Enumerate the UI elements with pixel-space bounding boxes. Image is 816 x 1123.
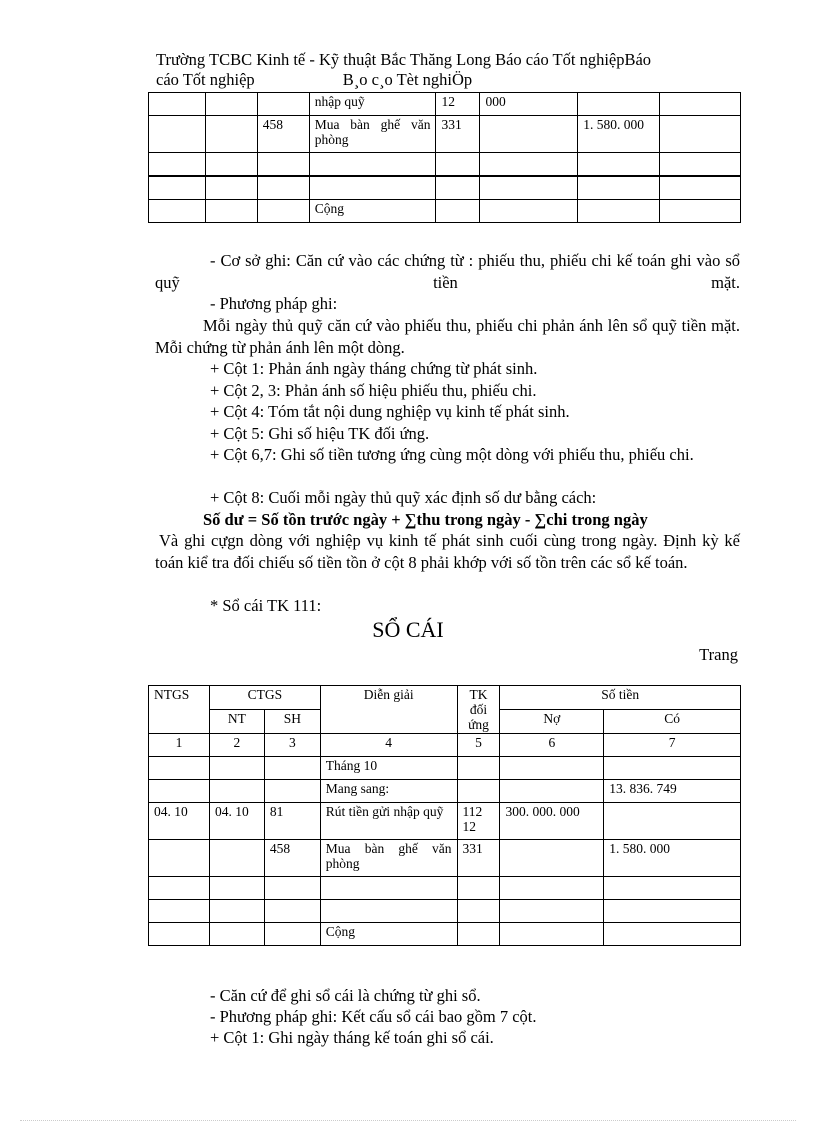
cash-book-table	[148, 92, 741, 223]
table-row	[149, 900, 741, 923]
table-cell	[209, 877, 264, 900]
column-number: 7	[604, 734, 741, 757]
paragraph-can-cu: - Căn cứ để ghi sổ cái là chứng từ ghi sổ.	[210, 986, 481, 1005]
table-cell	[205, 153, 257, 177]
table-cell: Cộng	[309, 200, 436, 223]
header-tk-doi-ung: TK đối ứng	[457, 686, 500, 734]
table-cell: 458	[264, 840, 320, 877]
header-nt: NT	[209, 710, 264, 734]
header-no: Nợ	[500, 710, 604, 734]
table-row	[149, 153, 741, 177]
page-header	[156, 50, 746, 90]
table-cell: 458	[257, 116, 309, 153]
header-line-2	[156, 70, 746, 90]
table-cell	[149, 757, 210, 780]
header-line-1: Trường TCBC Kinh tế - Kỹ thuật Bắc Thăng Long Báo cáo Tốt nghiệpBáo	[156, 50, 652, 69]
so-cai-title: SỔ CÁI	[372, 617, 444, 642]
table-row	[149, 93, 741, 116]
table-cell	[480, 176, 578, 200]
column-number: 1	[149, 734, 210, 757]
paragraph-cot-5: + Cột 5: Ghi số hiệu TK đối ứng.	[210, 424, 430, 443]
table-cell	[149, 923, 210, 946]
table-cell: 04. 10	[209, 803, 264, 840]
paragraph-co-so-ghi: - Cơ sở ghi: Căn cứ vào các chứng từ : phiếu thu, phiếu chi kế toán ghi vào sổ quỹ tiền mặt.	[155, 251, 740, 292]
table-row	[149, 757, 741, 780]
table-cell	[500, 877, 604, 900]
table-cell	[480, 153, 578, 177]
table-cell	[436, 200, 480, 223]
table-cell	[436, 176, 480, 200]
table-row	[149, 780, 741, 803]
table-cell	[457, 900, 500, 923]
table-cell	[320, 900, 457, 923]
table-cell	[209, 757, 264, 780]
table-cell	[604, 757, 741, 780]
table-row	[149, 877, 741, 900]
table-cell	[205, 93, 257, 116]
table-cell	[209, 900, 264, 923]
table-cell	[309, 176, 436, 200]
column-number: 6	[500, 734, 604, 757]
paragraph-cot-2-3: + Cột 2, 3: Phản ánh số hiệu phiếu thu, phiếu chi.	[210, 381, 537, 400]
table-cell	[205, 116, 257, 153]
header-dien-giai: Diễn giải	[320, 686, 457, 734]
table-cell	[604, 923, 741, 946]
paragraph-moi-ngay: Mỗi ngày thủ quỹ căn cứ vào phiếu thu, phiếu chi phản ánh lên sổ quỹ tiền mặt. Mỗi chứng từ phản ánh lên một dòng.	[155, 316, 740, 357]
table-cell	[149, 200, 206, 223]
table-cell: 1. 580. 000	[604, 840, 741, 877]
table-cell	[149, 780, 210, 803]
paragraph-so-cai-tk: * Sổ cái TK 111:	[210, 596, 322, 615]
table-cell: Mua bàn ghế văn phòng	[309, 116, 436, 153]
table-cell	[578, 153, 660, 177]
table-cell: 331	[457, 840, 500, 877]
table-cell	[480, 116, 578, 153]
table-cell: 13. 836. 749	[604, 780, 741, 803]
table-cell	[457, 780, 500, 803]
table-cell: Mua bàn ghế văn phòng	[320, 840, 457, 877]
table-cell	[149, 116, 206, 153]
table-cell: Mang sang:	[320, 780, 457, 803]
table-cell	[500, 780, 604, 803]
table-cell	[457, 923, 500, 946]
header-line-2-right: B¸o c¸o Tèt nghiÖp	[342, 70, 473, 89]
table-cell: 81	[264, 803, 320, 840]
table-cell	[604, 900, 741, 923]
table-cell: 12	[436, 93, 480, 116]
table-cell	[209, 840, 264, 877]
table-cell	[604, 803, 741, 840]
table-cell: 300. 000. 000	[500, 803, 604, 840]
paragraph-cot-1-so-cai: + Cột 1: Ghi ngày tháng kế toán ghi sổ cái.	[210, 1028, 494, 1047]
table-cell	[578, 200, 660, 223]
table-cell	[264, 877, 320, 900]
table-row	[149, 116, 741, 153]
table-cell	[436, 153, 480, 177]
header-sh: SH	[264, 710, 320, 734]
table-cell	[257, 176, 309, 200]
table-cell	[149, 93, 206, 116]
table-cell	[500, 757, 604, 780]
paragraph-cot-6-7: + Cột 6,7: Ghi số tiền tương ứng cùng một dòng với phiếu thu, phiếu chi.	[210, 445, 694, 464]
table-cell	[149, 153, 206, 177]
table-row	[149, 923, 741, 946]
table-cell	[209, 780, 264, 803]
table-cell	[205, 176, 257, 200]
table-cell	[149, 877, 210, 900]
column-number: 2	[209, 734, 264, 757]
so-cai-table	[148, 685, 741, 946]
table-cell	[264, 780, 320, 803]
column-number-row	[149, 734, 741, 757]
table-cell	[309, 153, 436, 177]
header-so-tien: Số tiền	[500, 686, 741, 710]
column-number: 5	[457, 734, 500, 757]
column-number: 4	[320, 734, 457, 757]
page-label-trang: Trang	[699, 645, 738, 664]
header-ntgs: NTGS	[149, 686, 210, 734]
table-cell	[660, 153, 741, 177]
paragraph-phuong-phap-ghi: - Phương pháp ghi:	[210, 294, 338, 313]
table-cell	[578, 93, 660, 116]
table-cell: 1. 580. 000	[578, 116, 660, 153]
table-cell	[149, 840, 210, 877]
paragraph-va-ghi: Và ghi cựgn dòng với nghiệp vụ kinh tế phát sinh cuối cùng trong ngày. Định kỳ kế toán kiể tra đối chiếu số tiền tồn ở cột 8 phải khớp với số tồn trên các sổ kế toán.	[155, 531, 740, 572]
header-ctgs: CTGS	[209, 686, 320, 710]
table-cell	[457, 877, 500, 900]
table-cell	[500, 900, 604, 923]
table-cell	[604, 877, 741, 900]
table-header-row	[149, 686, 741, 710]
table-cell	[257, 153, 309, 177]
header-co: Có	[604, 710, 741, 734]
table-row	[149, 803, 741, 840]
table-cell: 331	[436, 116, 480, 153]
table-cell	[660, 93, 741, 116]
table-cell	[500, 923, 604, 946]
table-row	[149, 200, 741, 223]
table-cell	[660, 200, 741, 223]
table-cell	[660, 116, 741, 153]
paragraph-cot-1: + Cột 1: Phản ánh ngày tháng chứng từ phát sinh.	[210, 359, 538, 378]
table-cell	[264, 900, 320, 923]
table-cell	[320, 877, 457, 900]
table-cell	[578, 176, 660, 200]
page-bottom-rule	[20, 1120, 796, 1121]
table-cell: nhập quỹ	[309, 93, 436, 116]
paragraph-ket-cau: - Phương pháp ghi: Kết cấu sổ cái bao gồm 7 cột.	[210, 1007, 537, 1026]
header-line-2-left: cáo Tốt nghiệp	[156, 70, 255, 89]
table-cell: Tháng 10	[320, 757, 457, 780]
table-cell	[480, 200, 578, 223]
table-row	[149, 840, 741, 877]
table-cell	[457, 757, 500, 780]
table-cell	[660, 176, 741, 200]
table-cell: Cộng	[320, 923, 457, 946]
table-cell	[257, 200, 309, 223]
table-cell	[205, 200, 257, 223]
column-number: 3	[264, 734, 320, 757]
table-row	[149, 176, 741, 200]
table-cell: 04. 10	[149, 803, 210, 840]
table-cell	[209, 923, 264, 946]
table-cell	[500, 840, 604, 877]
table-cell	[264, 923, 320, 946]
paragraph-cot-4: + Cột 4: Tóm tắt nội dung nghiệp vụ kinh tế phát sinh.	[210, 402, 570, 421]
table-cell	[264, 757, 320, 780]
table-cell	[149, 176, 206, 200]
table-cell: 000	[480, 93, 578, 116]
table-cell: 112 12	[457, 803, 500, 840]
formula-so-du: Số dư = Số tồn trước ngày + ∑thu trong ngày - ∑chi trong ngày	[203, 510, 648, 529]
table-cell	[149, 900, 210, 923]
table-cell	[257, 93, 309, 116]
paragraph-cot-8: + Cột 8: Cuối mỗi ngày thủ quỹ xác định số dư bằng cách:	[210, 488, 597, 507]
table-cell: Rút tiền gửi nhập quỹ	[320, 803, 457, 840]
